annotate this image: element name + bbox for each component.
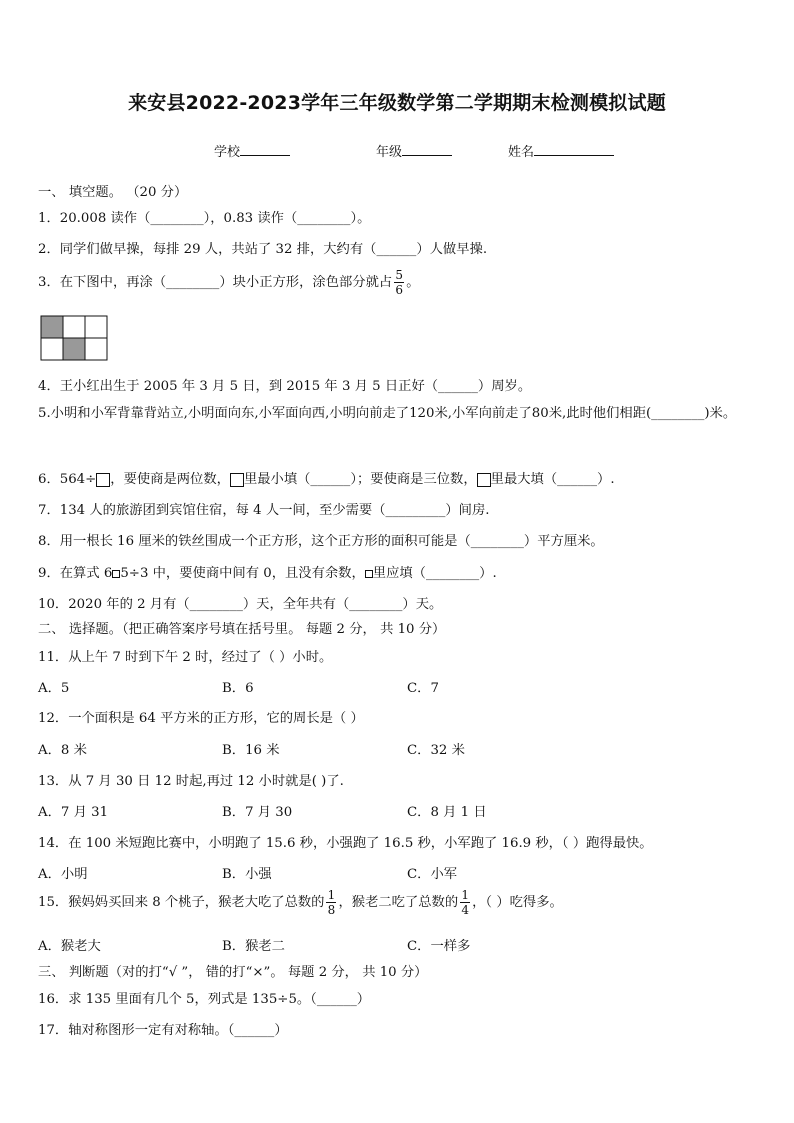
fraction-denominator: 6 [395, 283, 403, 297]
section-judge-heading: 三、 判断题（对的打“√ ”， 错的打“×”。 每题 2 分， 共 10 分） [38, 965, 428, 980]
fraction-denominator: 8 [327, 903, 336, 917]
blank-box-icon [477, 473, 491, 487]
question-6-part-d: 里最大填（______）. [490, 472, 615, 487]
grade-blank[interactable] [402, 143, 452, 156]
question-4: 4．王小红出生于 2005 年 3 月 5 日，到 2015 年 3 月 5 日正好（______）周岁。 [38, 379, 532, 394]
grid-cell [85, 338, 107, 360]
question-14: 14．在 100 米短跑比赛中，小明跑了 15.6 秒，小强跑了 16.5 秒，小军跑了 16.9 秒，（ ）跑得最快。 [38, 836, 653, 851]
option-b[interactable]: B．16 米 [222, 743, 280, 758]
question-12: 12．一个面积是 64 平方米的正方形，它的周长是（ ） [38, 711, 364, 726]
option-c[interactable]: C．7 [407, 681, 439, 696]
question-9-part-b: 5÷3 中，要使商中间有 0，且没有余数， [120, 566, 365, 581]
shaded-cell [63, 338, 85, 360]
question-6-part-a: 6．564÷ [38, 472, 97, 487]
fraction-numerator: 1 [461, 888, 469, 902]
question-6-part-b: ，要使商是两位数， [110, 472, 230, 487]
fraction-numerator: 1 [327, 888, 336, 902]
option-b[interactable]: B．猴老二 [222, 939, 285, 954]
school-label: 学校 [214, 145, 241, 160]
question-7: 7．134 人的旅游团到宾馆住宿，每 4 人一间，至少需要（_________）间房. [38, 503, 490, 518]
question-15 [38, 888, 563, 917]
question-13: 13．从 7 月 30 日 12 时起,再过 12 小时就是( )了. [38, 774, 344, 789]
option-c[interactable]: C．一样多 [407, 939, 471, 954]
fraction-one-quarter [460, 888, 470, 917]
section-choice-heading: 二、 选择题。（把正确答案序号填在括号里。 每题 2 分， 共 10 分） [38, 622, 446, 637]
question-5: 5.小明和小军背靠背站立,小明面向东,小军面向西,小明向前走了120米,小军向前走了80米,此时他们相距(________)米。 [38, 406, 737, 421]
question-11: 11．从上午 7 时到下午 2 时，经过了（ ）小时。 [38, 650, 333, 665]
option-b[interactable]: B．小强 [222, 867, 272, 882]
option-b[interactable]: B．7 月 30 [222, 805, 293, 820]
question-17: 17．轴对称图形一定有对称轴。（______） [38, 1023, 288, 1038]
option-a[interactable]: A．小明 [38, 867, 88, 882]
section-fill-blank-heading: 一、 填空题。 （20 分） [38, 185, 188, 200]
question-2: 2．同学们做早操，每排 29 人，共站了 32 排，大约有（______）人做早操. [38, 242, 488, 257]
page-title: 来安县2022-2023学年三年级数学第二学期期末检测模拟试题 [128, 92, 666, 114]
option-a[interactable]: A．8 米 [38, 743, 87, 758]
shaded-cell [41, 316, 63, 338]
fraction-numerator: 5 [395, 268, 403, 282]
grade-label: 年级 [376, 145, 403, 160]
option-a[interactable]: A．猴老大 [38, 939, 101, 954]
name-label: 姓名 [508, 145, 535, 160]
question-9 [38, 562, 497, 581]
question-8: 8．用一根长 16 厘米的铁丝围成一个正方形，这个正方形的面积可能是（________）平方厘米。 [38, 534, 604, 549]
option-a[interactable]: A．7 月 31 [38, 805, 109, 820]
name-field [508, 141, 614, 160]
question-16: 16．求 135 里面有几个 5，列式是 135÷5。（______） [38, 992, 371, 1007]
question-10: 10．2020 年的 2 月有（________）天，全年共有（________）天。 [38, 597, 443, 612]
grid-cell [63, 316, 85, 338]
blank-box-icon [230, 473, 244, 487]
fraction-five-sixths [394, 268, 404, 297]
school-field [214, 141, 290, 160]
question-3-text: 3．在下图中，再涂（________）块小正方形，涂色部分就占 [38, 275, 393, 290]
question-15-part-b: ，猴老二吃了总数的 [338, 895, 459, 910]
fraction-denominator: 4 [461, 903, 469, 917]
question-9-part-a: 9．在算式 6 [38, 566, 113, 581]
option-c[interactable]: C．8 月 1 日 [407, 805, 487, 820]
option-c[interactable]: C．小军 [407, 867, 458, 882]
fraction-one-eighth [326, 888, 336, 917]
option-a[interactable]: A．5 [38, 681, 70, 696]
option-b[interactable]: B．6 [222, 681, 254, 696]
school-blank[interactable] [240, 143, 290, 156]
grid-cell [85, 316, 107, 338]
question-6-part-c: 里最小填（______）；要使商是三位数， [243, 472, 477, 487]
question-15-part-c: ，（ ）吃得多。 [472, 895, 563, 910]
question-9-part-c: 里应填（________）. [372, 566, 497, 581]
blank-box-icon [96, 473, 110, 487]
name-blank[interactable] [534, 143, 614, 156]
question-6 [38, 468, 615, 487]
square-grid-figure [40, 315, 108, 361]
grid-cell [41, 338, 63, 360]
blank-box-icon [365, 570, 373, 578]
question-15-part-a: 15．猴妈妈买回来 8 个桃子，猴老大吃了总数的 [38, 895, 325, 910]
option-c[interactable]: C．32 米 [407, 743, 465, 758]
question-1: 1．20.008 读作（________），0.83 读作（________）。 [38, 211, 371, 226]
question-3-end: 。 [406, 275, 420, 290]
grade-field [376, 141, 452, 160]
question-3 [38, 268, 419, 297]
